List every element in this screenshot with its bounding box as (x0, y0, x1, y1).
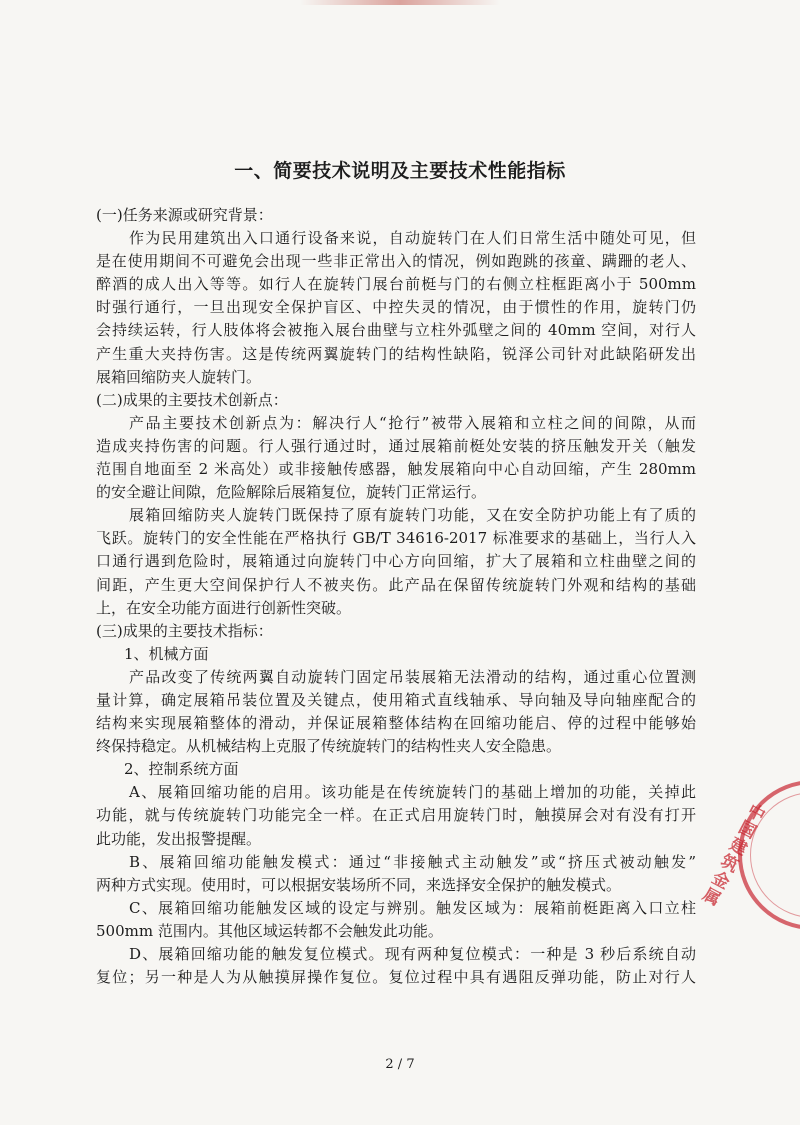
top-edge-mark (300, 0, 500, 5)
page-title: 一、简要技术说明及主要技术性能指标 (234, 160, 566, 182)
text-line: 是在使用期间不可避免会出现一些非正常出入的情况，例如跑跳的孩童、蹒跚的老人、 (96, 252, 696, 271)
text-line: 产品主要技术创新点为：解决行人“抢行”被带入展箱和立柱之间的间隙，从而 (129, 413, 696, 432)
section-heading: (二)成果的主要技术创新点： (96, 390, 288, 409)
text-line: 会持续运转，行人肢体将会被拖入展台曲壁与立柱外弧壁之间的 40mm 空间，对行人 (96, 321, 696, 340)
seal-text: 中国建筑金属 (696, 798, 768, 909)
text-line: 终保持稳定。从机械结构上克服了传统旋转门的结构性夹人安全隐患。 (96, 737, 562, 756)
text-line: 展箱回缩防夹人旋转门。 (96, 367, 262, 386)
text-line: B、展箱回缩功能触发模式：通过“非接触式主动触发”或“挤压式被动触发” (129, 852, 696, 871)
text-line: 此功能，发出报警提醒。 (96, 829, 262, 848)
text-line: 醉酒的成人出入等等。如行人在旋转门展台前梃与门的右侧立柱框距离小于 500mm (96, 275, 696, 294)
text-line: 展箱回缩防夹人旋转门既保持了原有旋转门功能，又在安全防护功能上有了质的 (129, 506, 696, 525)
text-line: 结构来实现展箱整体的滑动，并保证展箱整体结构在回缩功能启、停的过程中能够始 (96, 714, 696, 733)
text-line: 2、控制系统方面 (124, 760, 239, 779)
text-line: 500mm 范围内。其他区域运转都不会触发此功能。 (96, 921, 443, 940)
page-number: 2 / 7 (385, 1057, 415, 1072)
text-line: 飞跃。旋转门的安全性能在严格执行 GB/T 34616-2017 标准要求的基础上，当行人入 (96, 529, 696, 548)
body-text (96, 204, 696, 989)
text-line: 量计算，确定展箱吊装位置及关键点，使用箱式直线轴承、导向轴及导向轴座配合的 (96, 690, 696, 709)
text-line: 产生重大夹持伤害。这是传统两翼旋转门的结构性缺陷，锐泽公司针对此缺陷研发出 (96, 344, 696, 363)
text-line: C、展箱回缩功能触发区域的设定与辨别。触发区域为：展箱前梃距离入口立柱 (129, 898, 696, 917)
text-line: 复位；另一种是人为从触摸屏操作复位。复位过程中具有遇阻反弹功能，防止对行人 (96, 968, 696, 987)
text-line: 两种方式实现。使用时，可以根据安装场所不同，来选择安全保护的触发模式。 (96, 875, 622, 894)
text-line: 口通行遇到危险时，展箱通过向旋转门中心方向回缩，扩大了展箱和立柱曲壁之间的 (96, 552, 696, 571)
text-line: 时强行通行，一旦出现安全保护盲区、中控失灵的情况，由于惯性的作用，旋转门仍 (96, 298, 696, 317)
text-line: A、展箱回缩功能的启用。该功能是在传统旋转门的基础上增加的功能，关掉此 (129, 783, 696, 802)
section-heading: (一)任务来源或研究背景： (96, 206, 273, 224)
text-line: 的安全避让间隙，危险解除后展箱复位，旋转门正常运行。 (96, 483, 487, 502)
text-line: D、展箱回缩功能的触发复位模式。现有两种复位模式：一种是 3 秒后系统自动 (129, 945, 696, 963)
text-line: 作为民用建筑出入口通行设备来说，自动旋转门在人们日常生活中随处可见，但 (129, 229, 696, 248)
text-line: 上，在安全功能方面进行创新性突破。 (96, 598, 352, 617)
text-line: 1、机械方面 (124, 644, 209, 663)
text-line: 范围自地面至 2 米高处）或非接触传感器，触发展箱向中心自动回缩，产生 280mm (96, 460, 696, 479)
official-seal-stamp (696, 780, 800, 930)
section-heading: (三)成果的主要技术指标： (96, 621, 273, 640)
text-line: 造成夹持伤害的问题。行人强行通过时，通过展箱前梃处安装的挤压触发开关（触发 (96, 436, 696, 455)
text-line: 间距，产生更大空间保护行人不被夹伤。此产品在保留传统旋转门外观和结构的基础 (96, 575, 696, 594)
text-line: 功能，就与传统旋转门功能完全一样。在正式启用旋转门时，触摸屏会对有没有打开 (96, 806, 696, 825)
text-line: 产品改变了传统两翼自动旋转门固定吊装展箱无法滑动的结构，通过重心位置测 (129, 667, 696, 686)
